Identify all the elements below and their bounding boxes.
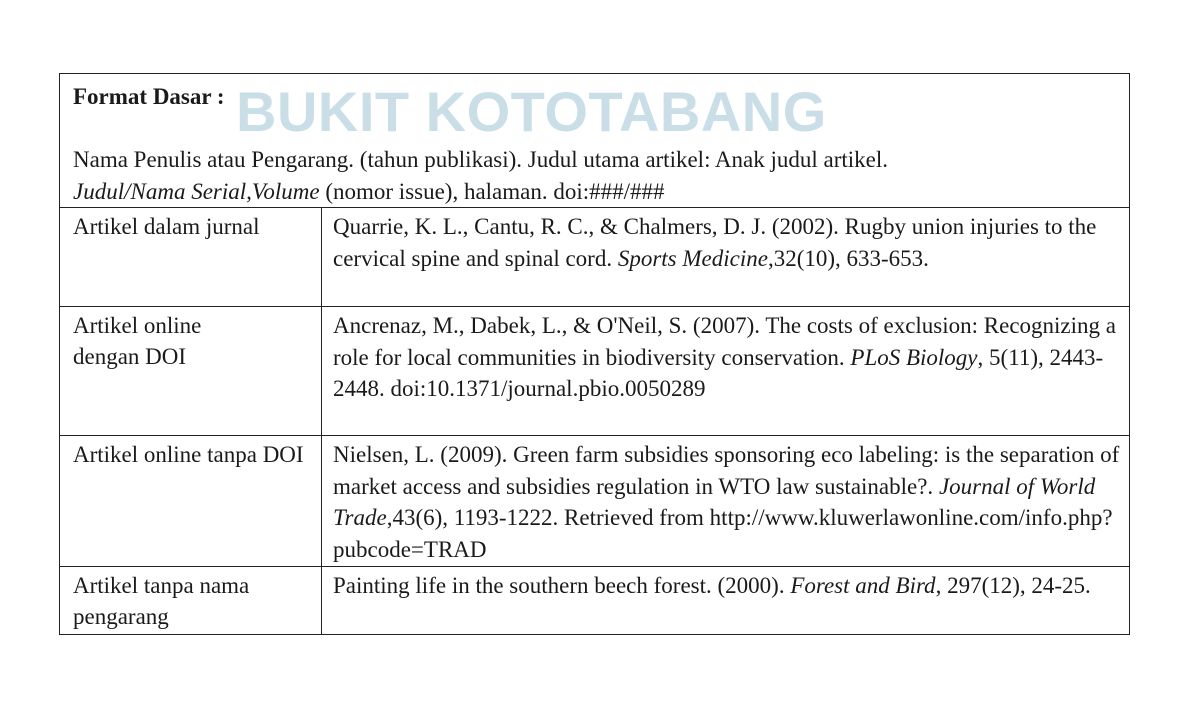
basic-format-description: [73, 144, 1123, 208]
row-type-label: Artikel dalam jurnal: [73, 214, 260, 239]
row-type-label: Artikel tanpa nama pengarang: [73, 573, 250, 629]
column-divider: [321, 567, 322, 634]
citation-text: Ancrenaz, M., Dabek, L., & O'Neil, S. (2007). The costs of exclusion: Recognizing a role for local communities in biodiversity conservation.: [333, 313, 1116, 370]
citation-text: Quarrie, K. L., Cantu, R. C., & Chalmers, D. J. (2002). Rugby union injuries to the cervical spine and spinal cord.: [333, 214, 1097, 271]
citation-tail: , 5(11), 2443-2448. doi:10.1371/journal.pbio.0050289: [333, 344, 1104, 401]
citation-tail: ,32(10), 633-653.: [767, 245, 929, 271]
row-example-citation: [333, 310, 1123, 405]
format-title: Format Dasar :: [73, 84, 225, 109]
citation-journal: Forest and Bird: [790, 573, 936, 598]
row-example-citation: [333, 570, 1123, 602]
citation-format-table: [59, 73, 1130, 635]
table-row: [60, 436, 1129, 567]
format-line-1: Nama Penulis atau Pengarang. (tahun publikasi). Judul utama artikel: Anak judul artikel.: [73, 147, 889, 172]
citation-journal: Journal of World Trade: [333, 473, 1096, 530]
watermark: BUKIT KOTOTABANG: [236, 80, 827, 143]
citation-tail: ,43(6), 1193-1222. Retrieved from http://www.kluwerlawonline.com/info.php?pubcode=TRAD: [333, 505, 1113, 562]
citation-text: Painting life in the southern beech forest. (2000).: [333, 573, 791, 598]
citation-text: Nielsen, L. (2009). Green farm subsidies sponsoring eco labeling: is the separation of market access and subsidies regulation in WTO law sustainable?.: [333, 442, 1120, 499]
table-row: [60, 307, 1129, 436]
row-type-label: Artikel online tanpa DOI: [73, 442, 304, 467]
column-divider: [321, 208, 322, 306]
table-header-cell: [60, 74, 1129, 208]
row-type-label: Artikel online dengan DOI: [73, 313, 202, 369]
citation-journal: PLoS Biology: [850, 344, 978, 370]
citation-tail: , 297(12), 24-25.: [935, 573, 1091, 598]
table-row: [60, 208, 1129, 307]
table-row: [60, 567, 1129, 634]
format-issue-pages-doi: (nomor issue), halaman. doi:###/###: [319, 179, 665, 204]
row-example-citation: [333, 211, 1123, 274]
format-serial-volume: Judul/Nama Serial,Volume: [73, 179, 320, 204]
row-example-citation: [333, 439, 1123, 565]
column-divider: [321, 436, 322, 566]
column-divider: [321, 307, 322, 435]
citation-journal: Sports Medicine: [617, 245, 768, 271]
